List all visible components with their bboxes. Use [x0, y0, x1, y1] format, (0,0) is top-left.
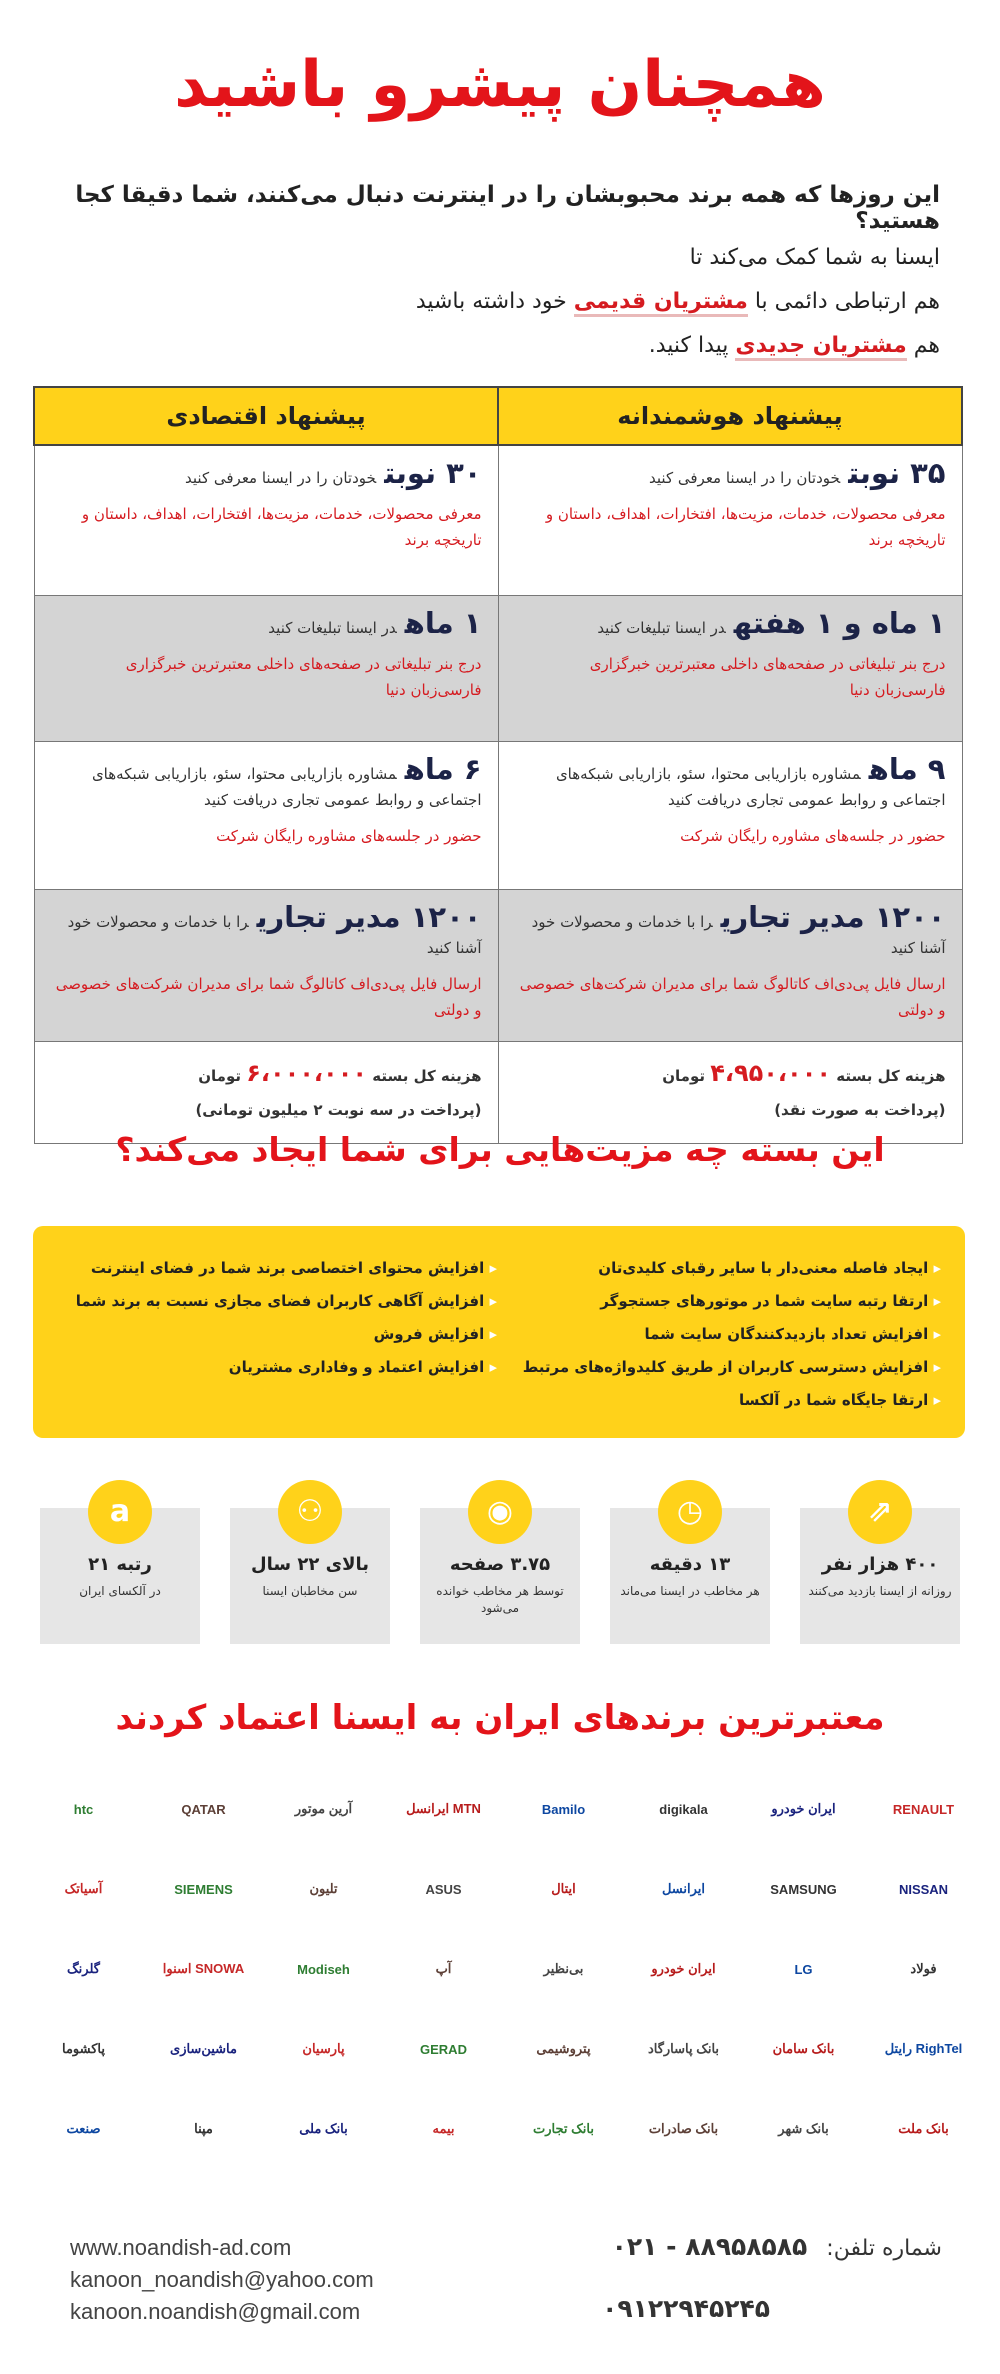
cell-text: را با خدمات و محصولات خود آشنا کنید: [531, 912, 946, 957]
brand-logo: QATAR: [181, 1801, 226, 1817]
price-label: هزینه کل بسته: [372, 1066, 482, 1085]
cell-big-value: ۹ ماه: [868, 751, 946, 786]
stat-card: [230, 1494, 390, 1644]
brand-logo: ماشین‌سازی: [170, 2041, 237, 2056]
share-icon: ⇗: [848, 1480, 912, 1544]
brand-logo: تلیون: [309, 1881, 338, 1896]
brand-logo: رایتل RighTel: [884, 2041, 963, 2056]
cell-red-note: درج بنر تبلیغاتی در صفحه‌های داخلی معتبرترین خبرگزاری فارسی‌زبان دنیا: [125, 654, 482, 699]
benefit-item: ▸ ایجاد فاصله معنی‌دار با سایر رقبای کلیدی‌تان: [501, 1252, 941, 1285]
cell-big-value: ۶ ماه: [404, 751, 482, 786]
eye-icon: ◉: [468, 1480, 532, 1544]
cell-big-value: ۱۲۰۰ مدیر تجاری: [720, 899, 946, 934]
brand-logo: اسنوا SNOWA: [162, 1961, 245, 1976]
brand-logo: htc: [73, 1801, 94, 1817]
brand-logo: آسیاتک: [64, 1881, 103, 1896]
intro-line-2-a: هم ارتباطی دائمی با: [754, 289, 940, 314]
stat-card: [40, 1494, 200, 1644]
stat-value: ۳.۷۵ صفحه: [449, 1554, 551, 1575]
new-customers-highlight: مشتریان جدیدی: [735, 333, 906, 361]
smart-offer-header: پیشنهاد هوشمندانه: [498, 387, 962, 445]
table-row: [34, 741, 962, 889]
cell-text: خودتان را در ایسنا معرفی کنید: [649, 469, 841, 487]
intro-question: این روزها که همه برند محبوبشان را در اینترنت دنبال می‌کنند، شما دقیقا کجا هستید؟: [75, 182, 940, 234]
economy-price: ۶،۰۰۰،۰۰۰: [246, 1058, 367, 1087]
brand-logo: مپنا: [194, 2121, 213, 2136]
brand-logo: پاکشوما: [61, 2041, 105, 2056]
table-row: [34, 889, 962, 1041]
economy-price-cell: [34, 1041, 498, 1143]
benefits-right-list: [501, 1252, 941, 1417]
brand-logo: بانک ملت: [898, 2121, 949, 2136]
package-comparison-table: [33, 386, 963, 1144]
benefits-title: این بسته چه مزیت‌هایی برای شما ایجاد می‌کند؟: [115, 1130, 885, 1169]
stat-value: رتبه ۲۱: [88, 1554, 152, 1575]
stat-caption: روزانه از ایسنا بازدید می‌کنند: [808, 1584, 952, 1598]
economy-offer-header: پیشنهاد اقتصادی: [34, 387, 498, 445]
brand-logo: NISSAN: [898, 1881, 949, 1897]
brand-logo-grid: [20, 1780, 980, 2180]
intro-line-2-b: خود داشته باشید: [415, 289, 567, 314]
brand-logo: فولاد: [910, 1961, 937, 1976]
benefit-item: ▸ افزایش آگاهی کاربران فضای مجازی نسبت به برند شما: [57, 1285, 497, 1318]
intro-line-3-a: هم: [913, 333, 940, 358]
table-cell: [498, 595, 962, 741]
intro-line-3-b: پیدا کنید.: [648, 333, 729, 358]
stat-card: [420, 1494, 580, 1644]
smart-price-cell: [498, 1041, 962, 1143]
brand-logo: گلرنگ: [67, 1961, 100, 1976]
brand-logo: آرین موتور: [294, 1801, 353, 1816]
cell-red-note: حضور در جلسه‌های مشاوره رایگان شرکت: [680, 826, 946, 845]
benefit-item: ▸ افزایش فروش: [57, 1318, 497, 1351]
people-icon: ⚇: [278, 1480, 342, 1544]
cell-big-value: ۳۰ نوبت: [384, 456, 482, 490]
clock-icon: ◷: [658, 1480, 722, 1544]
brand-logo: SIEMENS: [174, 1881, 233, 1897]
page-headline: همچنان پیشرو باشید: [174, 48, 826, 122]
benefit-item: ▸ افزایش تعداد بازدیدکنندگان سایت شما: [501, 1318, 941, 1351]
cell-big-value: ۳۵ نوبت: [848, 456, 946, 490]
phone-line-1: [612, 2232, 942, 2261]
price-unit: تومان: [662, 1066, 705, 1085]
stats-row: [40, 1480, 960, 1655]
benefits-box: [33, 1226, 965, 1438]
stat-card: [610, 1494, 770, 1644]
stat-caption: توسط هر مخاطب خوانده می‌شود: [436, 1584, 564, 1615]
brand-logo: Bamilo: [541, 1801, 586, 1817]
cell-red-note: معرفی محصولات، خدمات، مزیت‌ها، افتخارات، اهداف، داستان و تاریخچه برند: [81, 505, 482, 549]
stat-caption: هر مخاطب در ایسنا می‌ماند: [620, 1584, 760, 1598]
intro-line-2: [60, 280, 940, 324]
brand-logo: GERAD: [420, 2041, 467, 2057]
cell-text: خودتان را در ایسنا معرفی کنید: [185, 469, 377, 487]
stat-value: ۱۳ دقیقه: [649, 1554, 731, 1575]
brand-logo: بانک ملی: [299, 2121, 348, 2136]
website-link[interactable]: www.noandish-ad.com: [70, 2235, 292, 2260]
brand-logo: LG: [794, 1961, 813, 1977]
old-customers-highlight: مشتریان قدیمی: [574, 289, 748, 317]
phone-label: شماره تلفن:: [826, 2236, 942, 2261]
cell-red-note: ارسال فایل پی‌دی‌اف کاتالوگ شما برای مدیران شرکت‌های خصوصی و دولتی: [519, 974, 946, 1019]
cell-red-note: ارسال فایل پی‌دی‌اف کاتالوگ شما برای مدیران شرکت‌های خصوصی و دولتی: [55, 974, 482, 1019]
yahoo-email[interactable]: kanoon_noandish@yahoo.com: [70, 2267, 374, 2292]
benefit-item: ▸ ارتقا جایگاه شما در آلکسا: [501, 1384, 941, 1417]
brand-logo: بانک شهر: [778, 2121, 829, 2136]
table-cell: [34, 741, 498, 889]
table-cell: [34, 889, 498, 1041]
cell-red-note: درج بنر تبلیغاتی در صفحه‌های داخلی معتبرترین خبرگزاری فارسی‌زبان دنیا: [589, 654, 946, 699]
brand-logo: RENAULT: [892, 1801, 955, 1817]
cell-red-note: معرفی محصولات، خدمات، مزیت‌ها، افتخارات، اهداف، داستان و تاریخچه برند: [545, 505, 946, 549]
intro-line-1: ایسنا به شما کمک می‌کند تا: [689, 245, 940, 270]
economy-payment-note: (پرداخت در سه نوبت ۲ میلیون تومانی): [195, 1100, 482, 1119]
brands-title: معتبرترین برندهای ایران به ایسنا اعتماد کردند: [115, 1698, 885, 1738]
cell-big-value: ۱ ماه: [404, 605, 482, 640]
smart-payment-note: (پرداخت به صورت نقد): [774, 1100, 946, 1119]
cell-text: مشاوره بازاریابی محتوا، سئو، بازاریابی شبکه‌های اجتماعی و روابط عمومی تجاری دریافت کنید: [555, 764, 946, 809]
smart-price: ۴،۹۵۰،۰۰۰: [710, 1058, 831, 1087]
table-row: [34, 445, 962, 595]
table-cell: [34, 595, 498, 741]
table-cell: [498, 741, 962, 889]
cell-red-note: حضور در جلسه‌های مشاوره رایگان شرکت: [216, 826, 482, 845]
stat-value: بالای ۲۲ سال: [250, 1554, 370, 1575]
brand-logo: پارسیان: [302, 2041, 345, 2056]
brand-logo: بی‌نظیر: [543, 1961, 584, 1976]
cell-text: در ایسنا تبلیغات کنید: [597, 618, 726, 637]
brand-logo: ASUS: [425, 1881, 462, 1897]
brand-logo: بانک صادرات: [648, 2121, 719, 2136]
brand-logo: بانک تجارت: [533, 2121, 594, 2136]
cell-big-value: ۱ ماه و ۱ هفته: [733, 605, 946, 640]
cell-text: در ایسنا تبلیغات کنید: [268, 618, 397, 637]
brand-logo: ایران خودرو: [651, 1961, 716, 1976]
price-row: [34, 1041, 962, 1143]
stat-caption: در آلکسای ایران: [79, 1584, 161, 1598]
brand-logo: SAMSUNG: [770, 1881, 837, 1897]
brand-logo: آپ: [435, 1961, 452, 1976]
benefit-item: ▸ افزایش اعتماد و وفاداری مشتریان: [57, 1351, 497, 1384]
brand-logo: پتروشیمی: [536, 2041, 591, 2056]
benefit-item: ▸ افزایش محتوای اختصاصی برند شما در فضای اینترنت: [57, 1252, 497, 1285]
benefits-left-list: [57, 1252, 497, 1384]
cell-big-value: ۱۲۰۰ مدیر تجاری: [256, 899, 482, 934]
intro-line-3: [60, 324, 940, 368]
brand-logo: بانک سامان: [772, 2041, 835, 2056]
brand-logo: Modiseh: [297, 1961, 350, 1977]
brand-logo: ایتال: [551, 1881, 576, 1896]
table-cell: [498, 889, 962, 1041]
phone-number-1[interactable]: ۰۲۱ - ۸۸۹۵۸۵۸۵: [611, 2232, 808, 2261]
benefit-item: ▸ افزایش دسترسی کاربران از طریق کلیدواژه‌های مرتبط: [501, 1351, 941, 1384]
gmail-email[interactable]: kanoon.noandish@gmail.com: [70, 2299, 361, 2324]
cell-text: مشاوره بازاریابی محتوا، سئو، بازاریابی شبکه‌های اجتماعی و روابط عمومی تجاری دریافت کنید: [91, 764, 482, 809]
table-row: [34, 595, 962, 741]
table-cell: [34, 445, 498, 595]
alexa-icon: a: [88, 1480, 152, 1544]
stat-value: ۴۰۰ هزار نفر: [821, 1554, 939, 1575]
stat-caption: سن مخاطبان ایسنا: [262, 1584, 358, 1598]
brand-logo: ایران خودرو: [771, 1801, 836, 1816]
benefit-item: ▸ ارتقا رتبه سایت شما در موتورهای جستجوگر: [501, 1285, 941, 1318]
brand-logo: بیمه: [432, 2121, 455, 2136]
table-cell: [498, 445, 962, 595]
contact-web-emails: [70, 2232, 374, 2328]
brand-logo: ایرانسل: [661, 1881, 706, 1896]
price-label: هزینه کل بسته: [836, 1066, 946, 1085]
cell-text: را با خدمات و محصولات خود آشنا کنید: [67, 912, 482, 957]
brand-logo: بانک پاسارگاد: [647, 2041, 720, 2056]
brand-logo: صنعت: [66, 2121, 101, 2136]
brand-logo: ایرانسل MTN: [406, 1801, 481, 1816]
price-unit: تومان: [198, 1066, 241, 1085]
brand-logo: digikala: [659, 1801, 708, 1817]
phone-number-2[interactable]: ۰۹۱۲۲۹۴۵۲۴۵: [602, 2294, 770, 2323]
stat-card: [800, 1494, 960, 1644]
intro-lines: [60, 236, 940, 368]
